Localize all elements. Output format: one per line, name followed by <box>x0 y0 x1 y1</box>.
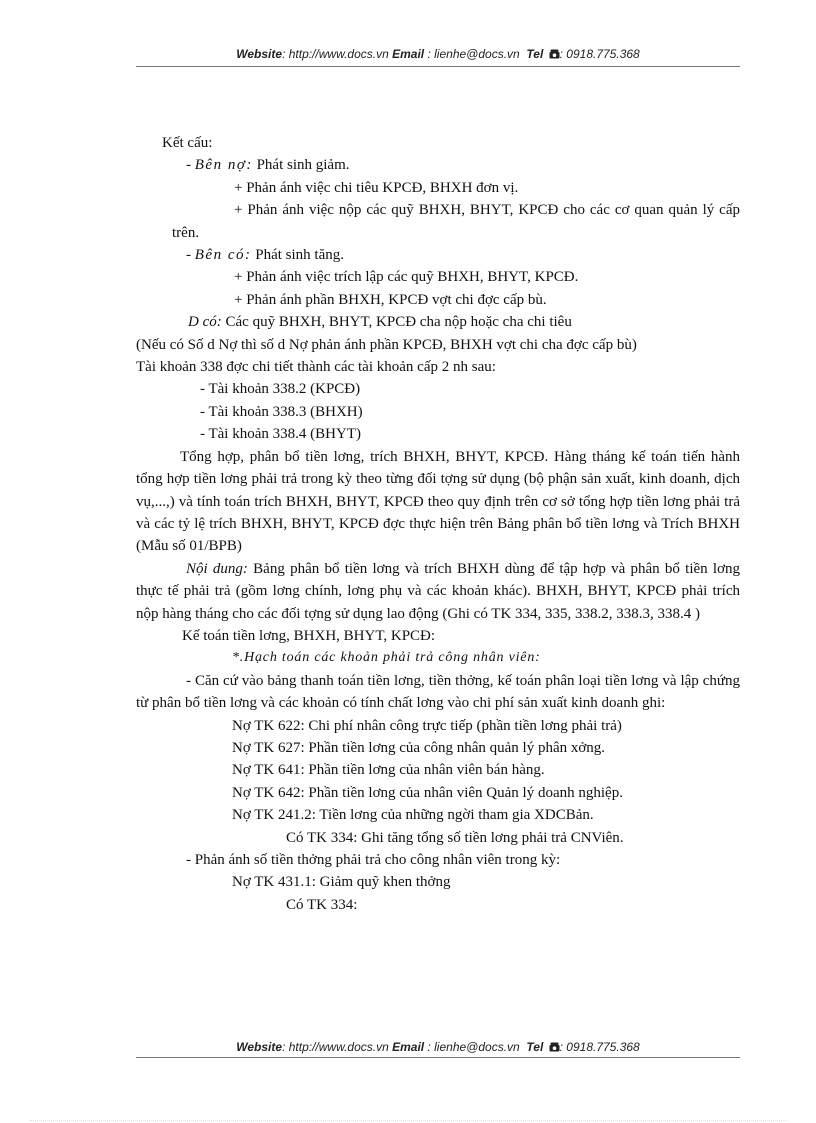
entry-tk-431-1: Nợ TK 431.1: Giảm quỹ khen thởng <box>232 874 451 891</box>
footer-email-value[interactable]: : lienhe@docs.vn <box>424 1040 520 1054</box>
line-du-co: D có: Các quỹ BHXH, BHYT, KPCĐ cha nộp hoặc cha chi tiêu <box>188 314 572 331</box>
phone-icon <box>549 49 560 59</box>
section-heading-hach-toan: *.Hạch toán các khoản phải trả công nhân viên: <box>232 650 541 666</box>
footer-tel-value: : 0918.775.368 <box>559 1040 640 1054</box>
header-email-label: Email <box>392 47 425 61</box>
footer-email-label: Email <box>392 1040 425 1054</box>
line-no-1: + Phản ánh việc chi tiêu KPCĐ, BHXH đơn vị. <box>234 179 519 196</box>
entry-co-tk-334-2: Có TK 334: <box>286 896 358 913</box>
document-body <box>136 132 740 916</box>
line-ket-cau: Kết cấu: <box>162 135 213 151</box>
entry-tk-622: Nợ TK 622: Chi phí nhân công trực tiếp (phần tiền lơng phải trả) <box>232 717 622 734</box>
line-ben-no: - Bên nợ: Phát sinh giảm. <box>186 157 350 174</box>
footer-rule <box>136 1057 740 1058</box>
paragraph-can-cu: - Căn cứ vào bảng thanh toán tiền lơng, tiền thởng, kế toán phân loại tiền lơng và lập chứng từ phân bổ tiền lơng và các khoản có tính chất lơng vào chi phí sản xuất kinh doanh ghi: <box>136 672 740 712</box>
entry-tk-241-2: Nợ TK 241.2: Tiền lơng của những ngời tham gia XDCBản. <box>232 807 594 824</box>
header-tel-value: : 0918.775.368 <box>559 47 640 61</box>
line-co-1: + Phản ánh việc trích lập các quỹ BHXH, BHYT, KPCĐ. <box>234 269 579 286</box>
header-tel-label: Tel <box>526 47 544 61</box>
page-footer <box>136 1040 740 1054</box>
line-tk-338: Tài khoản 338 đợc chi tiết thành các tài khoản cấp 2 nh sau: <box>136 359 496 376</box>
footer-tel-label: Tel <box>526 1040 544 1054</box>
entry-tk-641: Nợ TK 641: Phần tiền lơng của nhân viên bán hàng. <box>232 762 545 779</box>
footer-website-value[interactable]: : http://www.docs.vn <box>282 1040 389 1054</box>
entry-tk-627: Nợ TK 627: Phần tiền lơng của công nhân quản lý phân xởng. <box>232 739 606 756</box>
entry-co-tk-334: Có TK 334: Ghi tăng tổng số tiền lơng phải trả CNViên. <box>286 829 624 846</box>
page-header <box>136 47 740 61</box>
footer-website-label: Website <box>236 1040 283 1054</box>
header-email-value[interactable]: : lienhe@docs.vn <box>424 47 520 61</box>
header-website-label: Website <box>236 47 283 61</box>
list-item-338-2: - Tài khoản 338.2 (KPCĐ) <box>200 381 361 398</box>
page-bottom-dotted-rule <box>30 1120 786 1121</box>
list-item-338-4: - Tài khoản 338.4 (BHYT) <box>200 426 361 443</box>
line-co-2: + Phản ánh phần BHXH, KPCĐ vợt chi đợc cấp bù. <box>234 291 547 308</box>
header-rule <box>136 66 740 67</box>
list-item-338-3: - Tài khoản 338.3 (BHXH) <box>200 403 363 420</box>
line-phan-anh-thuong: - Phản ánh số tiền thởng phải trả cho công nhân viên trong kỳ: <box>186 852 561 868</box>
phone-icon <box>549 1042 560 1052</box>
paragraph-tong-hop: Tổng hợp, phân bổ tiền lơng, trích BHXH, BHYT, KPCĐ. Hàng tháng kế toán tiến hành tổng hợp tiền lơng phải trả trong kỳ theo từng đối tợng sử dụng (bộ phận sản xuất, kinh doanh, dịch vụ,...,) và tính toán trích BHXH, BHYT, KPCĐ theo quy định trên cơ sở tổng hợp tiền lơng phải trả và các tỷ lệ trích BHXH, BHYT, KPCĐ đợc thực hiện trên Bảng phân bổ tiền lơng và Trích BHXH (Mẫu số 01/BPB) <box>136 448 740 555</box>
line-neu-co: (Nếu có Số d Nợ thì số d Nợ phản ánh phần KPCĐ, BHXH vợt chi cha đợc cấp bù) <box>136 336 637 353</box>
line-no-2: + Phản ánh việc nộp các quỹ BHXH, BHYT, KPCĐ cho các cơ quan quản lý cấp trên. <box>172 202 740 241</box>
entry-tk-642: Nợ TK 642: Phần tiền lơng của nhân viên Quản lý doanh nghiệp. <box>232 784 623 801</box>
line-ben-co: - Bên có: Phát sinh tăng. <box>186 247 344 264</box>
line-ke-toan: Kế toán tiền lơng, BHXH, BHYT, KPCĐ: <box>182 627 436 644</box>
header-website-value[interactable]: : http://www.docs.vn <box>282 47 389 61</box>
paragraph-noi-dung: Nội dung: Bảng phân bổ tiền lơng và trích BHXH dùng để tập hợp và phân bổ tiền lơng thực tế phải trả (gồm lơng chính, lơng phụ và các khoản khác). BHXH, BHYT, KPCĐ phải trích nộp hàng tháng cho các đối tợng sử dụng lao động (Ghi có TK 334, 335, 338.2, 338.3, 338.4 ) <box>136 560 740 622</box>
